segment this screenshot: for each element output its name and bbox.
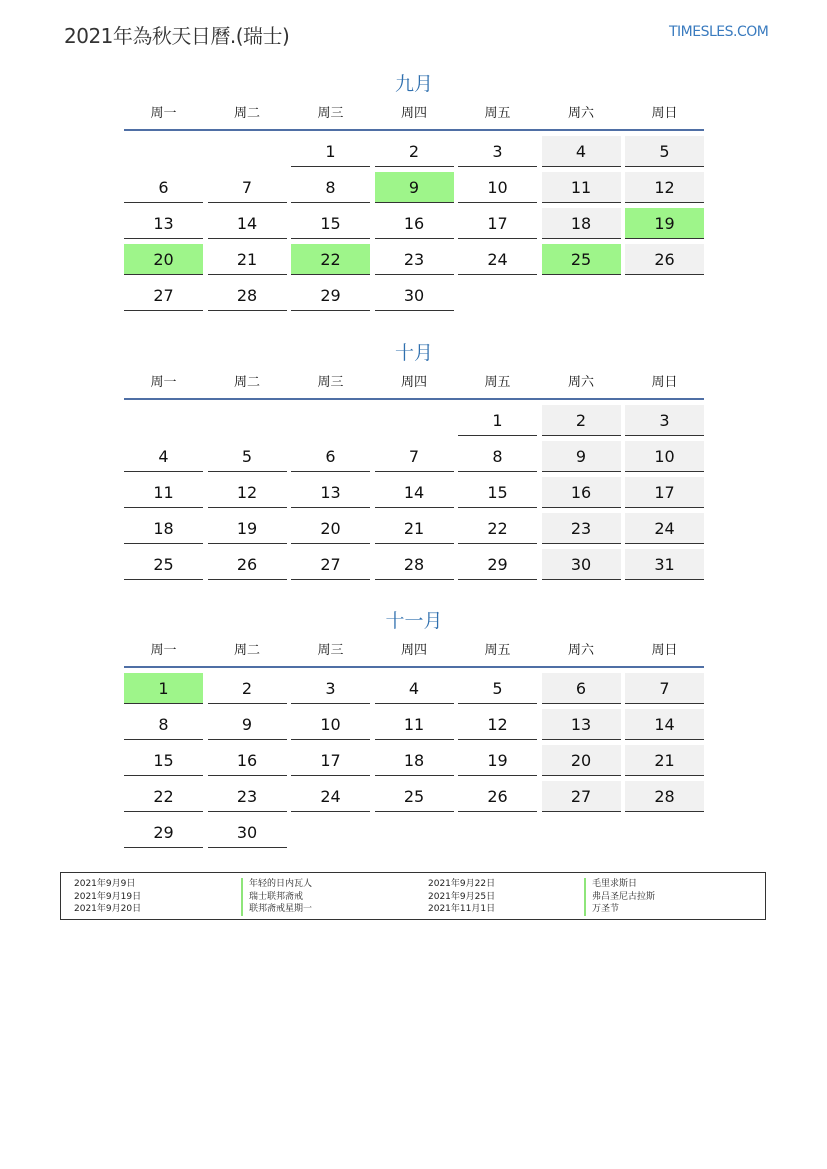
day-cell: 19 [208, 513, 287, 544]
weekday-label: 周一 [150, 375, 177, 390]
day-cell: 22 [458, 513, 537, 544]
day-cell: 6 [542, 673, 621, 704]
empty-cell [124, 136, 203, 167]
day-cell: 11 [375, 709, 454, 740]
weekday-label: 周五 [484, 375, 511, 390]
day-cell: 1 [458, 405, 537, 436]
day-cell: 30 [375, 280, 454, 311]
day-cell: 28 [375, 549, 454, 580]
legend-date: 2021年9月22日 [428, 879, 496, 889]
day-cell: 22 [124, 781, 203, 812]
legend-date: 2021年9月25日 [428, 891, 496, 902]
empty-cell [375, 405, 454, 436]
weekday-label: 周日 [651, 375, 678, 390]
weekday-header [124, 636, 704, 668]
weekday-label: 周一 [150, 643, 177, 658]
day-cell: 8 [291, 172, 370, 203]
day-cell: 4 [375, 673, 454, 704]
day-cell: 24 [625, 513, 704, 544]
weekday-label: 周日 [651, 643, 678, 658]
empty-cell [291, 405, 370, 436]
day-cell: 8 [458, 441, 537, 472]
day-cell: 29 [291, 280, 370, 311]
day-cell: 21 [625, 745, 704, 776]
day-cell: 14 [375, 477, 454, 508]
holiday-day-cell: 9 [375, 172, 454, 203]
weekday-label: 周六 [567, 375, 594, 390]
day-cell: 23 [208, 781, 287, 812]
day-cell: 5 [208, 441, 287, 472]
day-grid [124, 136, 704, 311]
day-cell: 15 [458, 477, 537, 508]
day-cell: 11 [542, 172, 621, 203]
empty-cell [208, 405, 287, 436]
weekday-label: 周二 [233, 375, 260, 390]
day-cell: 25 [375, 781, 454, 812]
day-cell: 2 [375, 136, 454, 167]
day-cell: 13 [291, 477, 370, 508]
weekday-label: 周六 [567, 643, 594, 658]
legend-names-right [584, 878, 655, 916]
holiday-day-cell: 25 [542, 244, 621, 275]
day-cell: 20 [542, 745, 621, 776]
weekday-label: 周四 [400, 643, 427, 658]
day-cell: 31 [625, 549, 704, 580]
weekday-header [124, 99, 704, 131]
day-cell: 15 [291, 208, 370, 239]
legend-dates-left [74, 878, 141, 916]
day-cell: 14 [625, 709, 704, 740]
day-cell: 8 [124, 709, 203, 740]
day-cell: 3 [458, 136, 537, 167]
legend-holiday-name: 毛里求斯日 [584, 878, 655, 891]
month-november [124, 606, 704, 848]
empty-cell [208, 136, 287, 167]
weekday-label: 周四 [400, 106, 427, 121]
day-cell: 17 [291, 745, 370, 776]
day-cell: 10 [458, 172, 537, 203]
day-cell: 28 [625, 781, 704, 812]
day-cell: 3 [625, 405, 704, 436]
holiday-day-cell: 1 [124, 673, 203, 704]
weekday-label: 周二 [233, 643, 260, 658]
legend-date: 2021年9月9日 [74, 879, 136, 889]
month-name: 九月 [394, 73, 433, 95]
day-cell: 2 [542, 405, 621, 436]
day-cell: 12 [458, 709, 537, 740]
legend-holiday-name: 万圣节 [584, 903, 655, 916]
day-cell: 2 [208, 673, 287, 704]
day-cell: 16 [542, 477, 621, 508]
day-cell: 7 [208, 172, 287, 203]
weekday-label: 周一 [150, 106, 177, 121]
day-cell: 14 [208, 208, 287, 239]
day-cell: 4 [542, 136, 621, 167]
day-cell: 28 [208, 280, 287, 311]
day-cell: 21 [375, 513, 454, 544]
day-cell: 3 [291, 673, 370, 704]
month-name: 十一月 [385, 610, 443, 632]
day-cell: 27 [291, 549, 370, 580]
day-cell: 12 [208, 477, 287, 508]
day-cell: 5 [458, 673, 537, 704]
day-cell: 24 [291, 781, 370, 812]
day-cell: 16 [208, 745, 287, 776]
day-cell: 15 [124, 745, 203, 776]
legend-names-left [241, 878, 312, 916]
day-cell: 25 [124, 549, 203, 580]
day-grid [124, 405, 704, 580]
weekday-label: 周六 [567, 106, 594, 121]
legend-holiday-name: 弗吕圣尼古拉斯 [584, 891, 655, 904]
month-september [124, 69, 704, 311]
day-cell: 24 [458, 244, 537, 275]
day-cell: 9 [542, 441, 621, 472]
brand-link[interactable]: TIMESLES.COM [669, 24, 769, 40]
weekday-label: 周三 [317, 106, 344, 121]
day-cell: 6 [124, 172, 203, 203]
day-cell: 16 [375, 208, 454, 239]
legend-date: 2021年9月19日 [74, 891, 142, 902]
day-cell: 27 [124, 280, 203, 311]
weekday-label: 周五 [484, 106, 511, 121]
month-name: 十月 [394, 342, 433, 364]
day-cell: 6 [291, 441, 370, 472]
holiday-day-cell: 19 [625, 208, 704, 239]
day-cell: 21 [208, 244, 287, 275]
day-grid [124, 673, 704, 848]
day-cell: 27 [542, 781, 621, 812]
day-cell: 19 [458, 745, 537, 776]
day-cell: 29 [458, 549, 537, 580]
day-cell: 26 [458, 781, 537, 812]
legend-date: 2021年11月1日 [428, 904, 496, 914]
holiday-day-cell: 20 [124, 244, 203, 275]
holiday-day-cell: 22 [291, 244, 370, 275]
holiday-legend [60, 872, 766, 920]
day-cell: 1 [291, 136, 370, 167]
legend-dates-right [428, 878, 495, 916]
empty-cell [124, 405, 203, 436]
legend-holiday-name: 瑞士联邦斋戒 [241, 891, 312, 904]
day-cell: 7 [625, 673, 704, 704]
day-cell: 23 [542, 513, 621, 544]
day-cell: 13 [124, 208, 203, 239]
day-cell: 11 [124, 477, 203, 508]
month-october [124, 338, 704, 580]
day-cell: 18 [542, 208, 621, 239]
day-cell: 18 [124, 513, 203, 544]
day-cell: 30 [208, 817, 287, 848]
day-cell: 17 [458, 208, 537, 239]
legend-holiday-name: 联邦斋戒星期一 [241, 903, 312, 916]
weekday-label: 周三 [317, 375, 344, 390]
day-cell: 26 [625, 244, 704, 275]
day-cell: 7 [375, 441, 454, 472]
day-cell: 30 [542, 549, 621, 580]
day-cell: 9 [208, 709, 287, 740]
weekday-label: 周五 [484, 643, 511, 658]
day-cell: 10 [291, 709, 370, 740]
day-cell: 23 [375, 244, 454, 275]
day-cell: 10 [625, 441, 704, 472]
legend-date: 2021年9月20日 [74, 904, 142, 914]
day-cell: 20 [291, 513, 370, 544]
weekday-header [124, 368, 704, 400]
day-cell: 5 [625, 136, 704, 167]
day-cell: 18 [375, 745, 454, 776]
page-title: 2021年為秋天日曆.(瑞士) [64, 24, 290, 48]
day-cell: 29 [124, 817, 203, 848]
day-cell: 17 [625, 477, 704, 508]
weekday-label: 周日 [651, 106, 678, 121]
day-cell: 12 [625, 172, 704, 203]
day-cell: 13 [542, 709, 621, 740]
legend-holiday-name: 年轻的日内瓦人 [241, 878, 312, 891]
day-cell: 4 [124, 441, 203, 472]
weekday-label: 周二 [233, 106, 260, 121]
weekday-label: 周四 [400, 375, 427, 390]
weekday-label: 周三 [317, 643, 344, 658]
day-cell: 26 [208, 549, 287, 580]
